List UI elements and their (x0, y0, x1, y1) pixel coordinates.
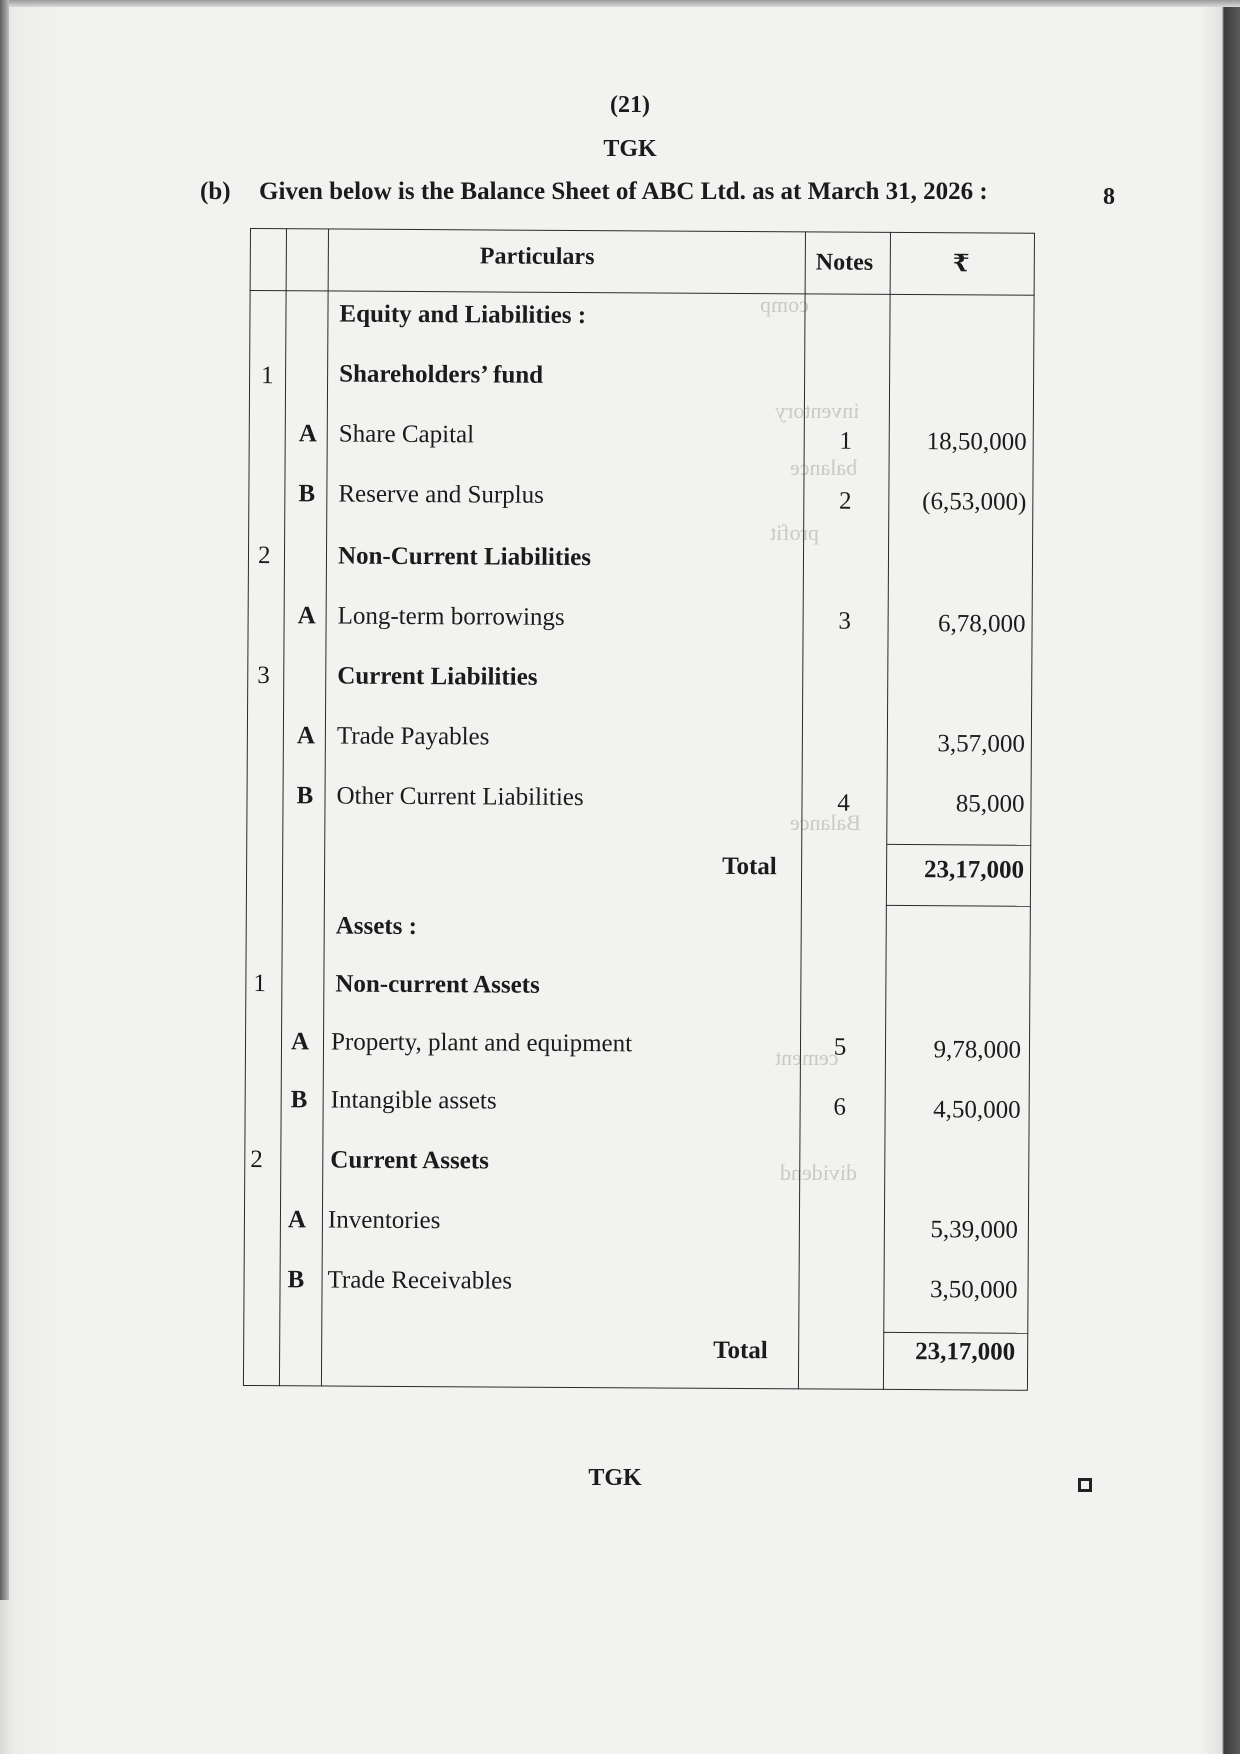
paper-code-bottom: TGK (588, 1465, 642, 1491)
total-amount: 23,17,000 (924, 856, 1025, 884)
bleed-through-text: dividend (780, 1160, 857, 1185)
paper-code-top: TGK (603, 136, 657, 162)
item-amount: 3,50,000 (929, 1276, 1018, 1304)
item-letter: B (296, 782, 314, 810)
total-label: Total (713, 1336, 768, 1365)
bleed-through-text: inventory (775, 398, 860, 423)
item-note: 1 (839, 427, 853, 455)
item-amount: 6,78,000 (938, 610, 1026, 638)
group-title: Current Assets (330, 1146, 489, 1175)
item-letter: B (298, 480, 316, 508)
item-label: Property, plant and equipment (330, 1028, 633, 1058)
page-number: (21) (610, 92, 650, 118)
header-particulars: Particulars (479, 243, 595, 271)
group-number: 1 (253, 970, 266, 998)
group-title: Shareholders’ fund (339, 360, 544, 389)
bleed-through-text: cement (775, 1045, 839, 1070)
bleed-through-text: profit (770, 520, 819, 545)
page-left-edge (0, 0, 9, 1600)
item-label: Reserve and Surplus (338, 480, 544, 509)
item-amount: 3,57,000 (937, 730, 1025, 758)
item-label: Other Current Liabilities (336, 782, 584, 812)
item-amount: 85,000 (955, 790, 1025, 818)
item-letter: A (296, 722, 316, 750)
page-top-edge (0, 0, 1240, 7)
square-marker-icon (1078, 1478, 1092, 1492)
question-label: (b) (200, 178, 231, 205)
item-note: 5 (833, 1033, 847, 1061)
item-amount: 9,78,000 (933, 1036, 1022, 1064)
group-title: Non-current Assets (335, 970, 540, 999)
question-text: Given below is the Balance Sheet of ABC Ltd. as at March 31, 2026 : (259, 178, 988, 205)
item-label: Trade Receivables (327, 1266, 513, 1295)
item-label: Inventories (327, 1206, 441, 1235)
item-note: 2 (839, 487, 852, 515)
header-notes: Notes (815, 249, 874, 276)
item-note: 6 (833, 1093, 846, 1121)
item-letter: B (287, 1266, 305, 1294)
total-label: Total (722, 852, 777, 881)
section-heading: Assets : (335, 912, 418, 941)
item-note: 3 (838, 607, 851, 635)
item-letter: A (298, 420, 317, 448)
group-number: 2 (257, 542, 271, 570)
bleed-through-text: balance (790, 455, 858, 480)
group-title: Current Liabilities (337, 662, 538, 691)
item-label: Share Capital (338, 420, 475, 449)
group-number: 1 (261, 362, 274, 390)
balance-sheet-table (243, 228, 1035, 1391)
item-amount: 18,50,000 (926, 428, 1027, 456)
group-number: 2 (250, 1146, 263, 1174)
item-letter: A (297, 602, 316, 630)
total-amount: 23,17,000 (915, 1338, 1016, 1366)
item-letter: B (290, 1086, 308, 1114)
item-amount: 5,39,000 (930, 1216, 1018, 1244)
group-title: Non-Current Liabilities (337, 542, 592, 572)
section-heading: Equity and Liabilities : (339, 300, 587, 330)
bleed-through-text: comp (760, 292, 809, 317)
item-note: 4 (837, 789, 850, 817)
item-label: Long-term borrowings (337, 602, 565, 631)
item-amount: 4,50,000 (933, 1096, 1021, 1124)
item-letter: A (290, 1028, 310, 1056)
question-marks: 8 (1103, 184, 1115, 210)
header-amount: ₹ (952, 251, 970, 278)
item-label: Intangible assets (330, 1086, 497, 1115)
item-amount: (6,53,000) (922, 488, 1027, 516)
bleed-through-text: Balance (790, 810, 861, 835)
group-number: 3 (257, 662, 270, 690)
item-label: Trade Payables (336, 722, 490, 751)
item-letter: A (287, 1206, 307, 1234)
